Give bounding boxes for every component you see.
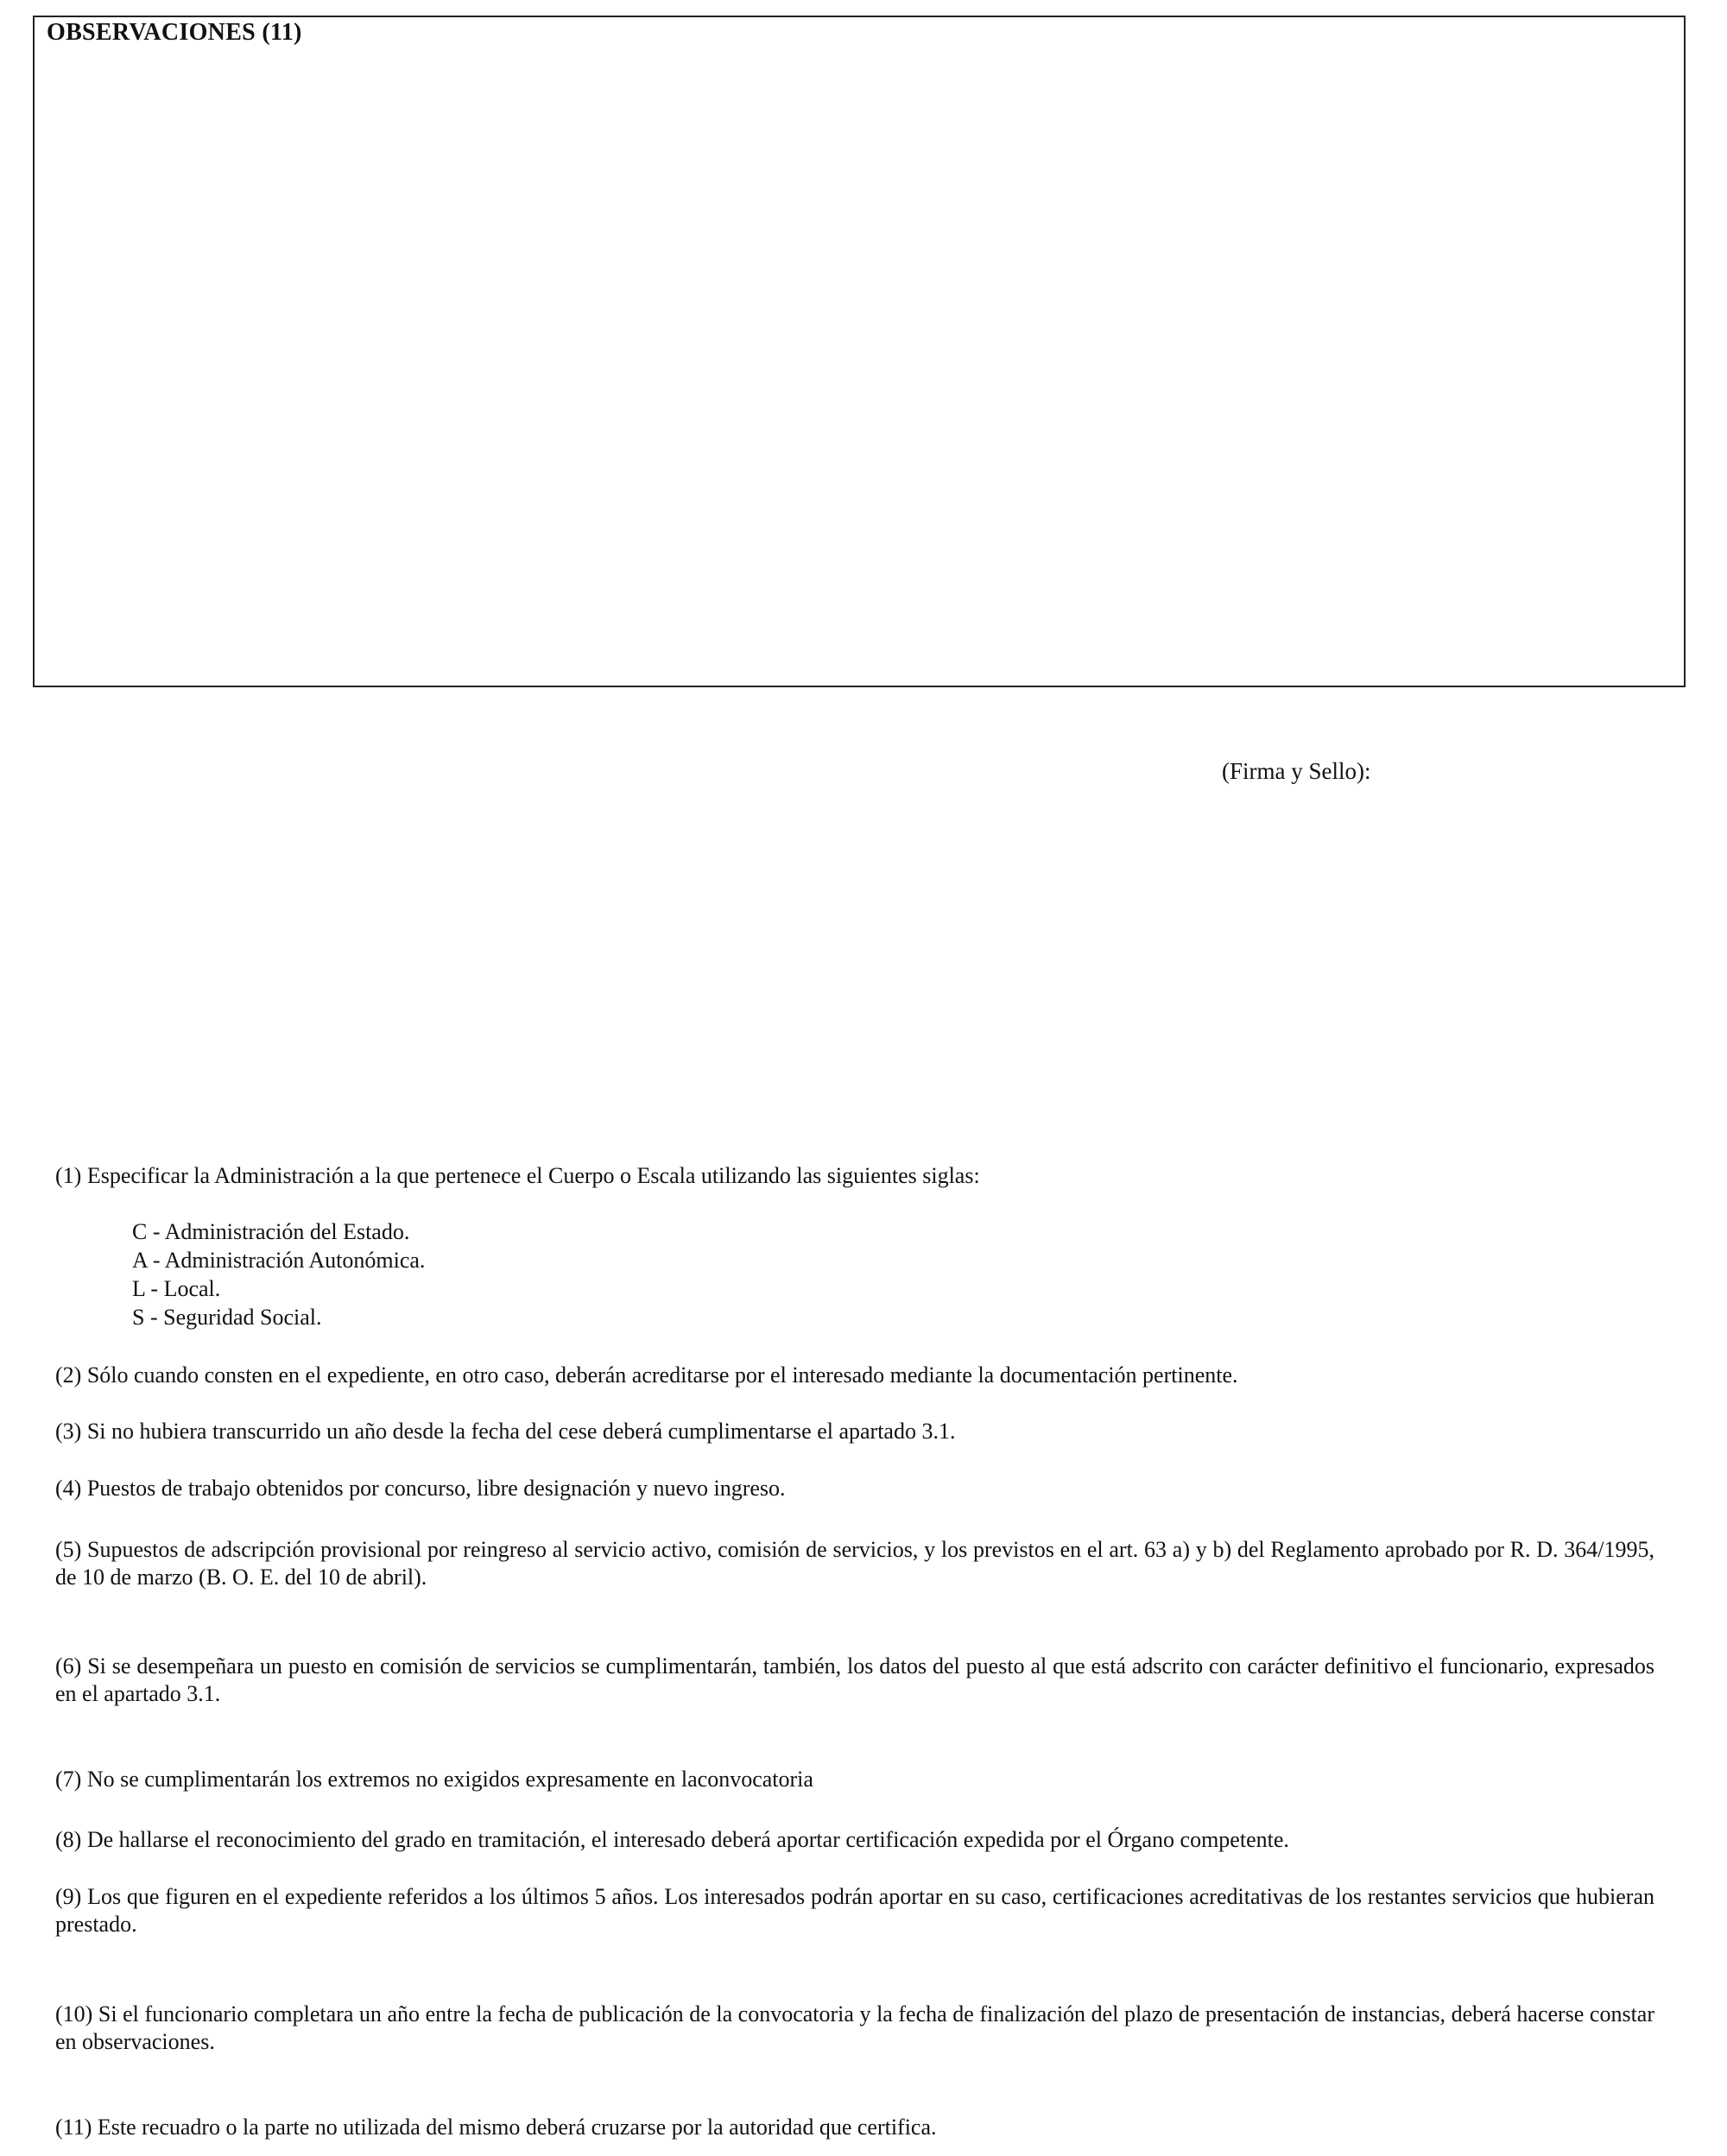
footnote-3: (3) Si no hubiera transcurrido un año desde la fecha del cese deberá cumplimentarse el apartado 3.1. (55, 1419, 956, 1444)
firma-sello-label: (Firma y Sello): (1222, 758, 1371, 784)
footnote-8: (8) De hallarse el reconocimiento del grado en tramitación, el interesado deberá aportar certificación expedida por el Órgano competente. (55, 1827, 1289, 1852)
sigla-s: S - Seguridad Social. (132, 1305, 322, 1330)
footnote-2: (2) Sólo cuando consten en el expediente, en otro caso, deberán acreditarse por el interesado mediante la documentación pertinente. (55, 1363, 1238, 1388)
footnote-5: (5) Supuestos de adscripción provisional por reingreso al servicio activo, comisión de servicios, y los previstos en el art. 63 a) y b) del Reglamento aprobado por R. D. 364/1995, de 10 de marzo (B. O. E. del 10 de abril). (55, 1537, 1654, 1590)
sigla-a: A - Administración Autonómica. (132, 1248, 426, 1273)
footnote-9: (9) Los que figuren en el expediente referidos a los últimos 5 años. Los interesados podrán aportar en su caso, certificaciones acreditativas de los restantes servicios que hubieran prestado. (55, 1884, 1654, 1937)
sigla-l: L - Local. (132, 1276, 221, 1301)
footnote-1: (1) Especificar la Administración a la que pertenece el Cuerpo o Escala utilizando las siguientes siglas: (55, 1163, 980, 1188)
footnote-4: (4) Puestos de trabajo obtenidos por concurso, libre designación y nuevo ingreso. (55, 1476, 786, 1501)
footnote-11: (11) Este recuadro o la parte no utilizada del mismo deberá cruzarse por la autoridad que certifica. (55, 2115, 937, 2140)
footnote-7: (7) No se cumplimentarán los extremos no exigidos expresamente en laconvocatoria (55, 1767, 813, 1792)
footnote-10: (10) Si el funcionario completara un año entre la fecha de publicación de la convocatoria y la fecha de finalización del plazo de presentación de instancias, deberá hacerse constar en observaciones. (55, 2001, 1654, 2054)
sigla-c: C - Administración del Estado. (132, 1219, 410, 1244)
observaciones-title: OBSERVACIONES (11) (47, 19, 302, 46)
footnote-6: (6) Si se desempeñara un puesto en comisión de servicios se cumplimentarán, también, los datos del puesto al que está adscrito con carácter definitivo el funcionario, expresados en el apartado 3.1. (55, 1653, 1654, 1706)
observaciones-box (33, 16, 1686, 687)
